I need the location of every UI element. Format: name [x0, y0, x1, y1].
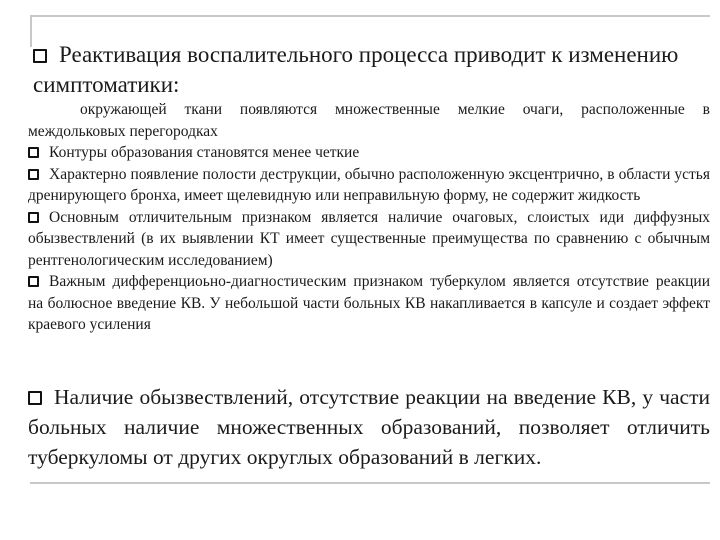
slide-frame-left: [30, 15, 32, 47]
summary-paragraph: [28, 382, 710, 472]
list-item: Характерно появление полости деструкции, обычно расположенную эксцентрично, в области устья дренирующего бронха, имеет щелевидную или неправильную форму, не содержит жидкость: [28, 165, 710, 204]
checkbox-bullet-icon: [28, 147, 39, 158]
bullet-list: [28, 99, 710, 336]
summary-text: Наличие обызвествлений, отсутствие реакции на введение КВ, у части больных наличие множественных образований, позволяет отличить туберкуломы от других округлых образований в легких.: [28, 385, 710, 469]
slide-frame-top: [30, 15, 710, 17]
list-item: Важным дифференциоьно-диагностическим признаком туберкулом является отсутствие реакции на болюсное введение КВ. У небольшой части больных КВ накапливается в капсуле и создает эффект краевого усиления: [28, 273, 710, 333]
heading-line-1: Реактивация воспалительного процесса приводит к изменению: [59, 42, 679, 67]
slide-heading: [33, 40, 713, 100]
checkbox-bullet-icon: [28, 169, 39, 180]
checkbox-bullet-icon: [28, 276, 39, 287]
list-item: Контуры образования становятся менее четкие: [28, 142, 710, 164]
slide-frame-bottom: [30, 482, 710, 484]
heading-line-2: симптоматики:: [33, 72, 180, 97]
list-item: Основным отличительным признаком является наличие очаговых, слоистых иди диффузных обызвествлений (в их выявлении КТ имеет существенные преимущества по сравнению с обычным рентгенологическим исследованием): [28, 208, 710, 269]
checkbox-bullet-icon: [28, 391, 42, 405]
checkbox-bullet-icon: [33, 49, 47, 63]
checkbox-bullet-icon: [28, 212, 39, 223]
list-item: окружающей ткани появляются множественные мелкие очаги, расположенные в междольковых перегородках: [28, 101, 710, 140]
